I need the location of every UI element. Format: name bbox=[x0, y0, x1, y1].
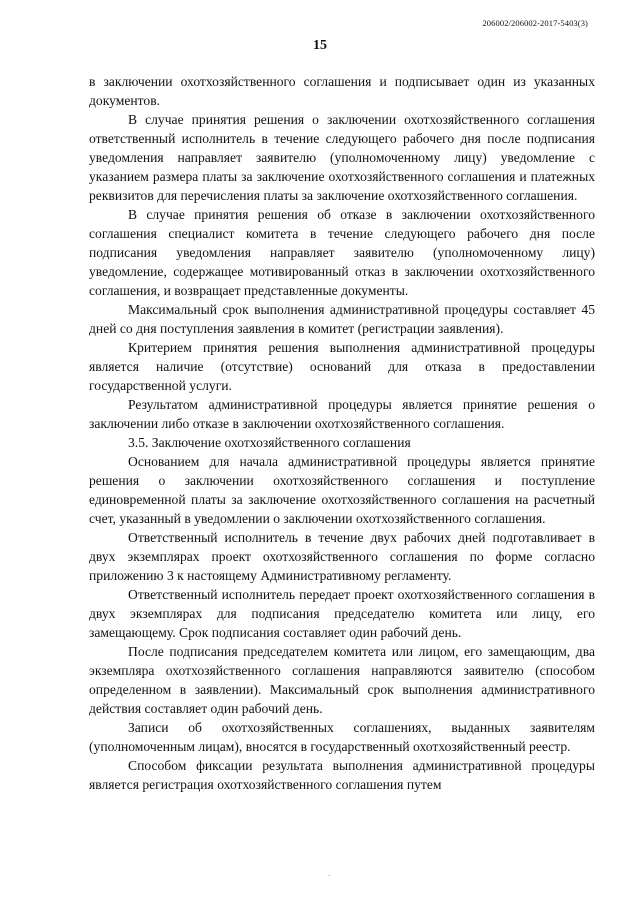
page-number: 15 bbox=[313, 38, 327, 53]
paragraph-signing: Ответственный исполнитель передает проект охотхозяйственного соглашения в двух экземплярах для подписания председателю комитета или лицу, его замещающему. Срок подписания составляет один рабочий день. bbox=[89, 587, 595, 640]
paragraph-registry: Записи об охотхозяйственных соглашениях, выданных заявителям (уполномоченным лицам), вносятся в государственный охотхозяйственный реестр. bbox=[89, 720, 595, 754]
paragraph-refusal-notice: В случае принятия решения об отказе в заключении охотхозяйственного соглашения специалист комитета в течение следующего рабочего дня после подписания уведомления направляет заявителю (уполномоченному лицу) уведомление, содержащее мотивированный отказ в заключении охотхозяйственного соглашения, и возвращает представленные документы. bbox=[89, 207, 595, 298]
section-heading-3-5: 3.5. Заключение охотхозяйственного соглашения bbox=[128, 435, 411, 450]
paragraph-delivery: После подписания председателем комитета или лицом, его замещающим, два экземпляра охотхозяйственного соглашения направляются заявителю (способом определенном в заявлении). Максимальный срок выполнения административного действия составляет один рабочий день. bbox=[89, 644, 595, 716]
document-id: 206002/206002-2017-5403(3) bbox=[482, 18, 588, 28]
paragraph-approval-notice: В случае принятия решения о заключении охотхозяйственного соглашения ответственный исполнитель в течение следующего рабочего дня после подписания уведомления направляет заявителю (уполномоченному лицу) уведомление с указанием размера платы за заключение охотхозяйственного соглашения и платежных реквизитов для перечисления платы за заключение охотхозяйственного соглашения. bbox=[89, 112, 595, 203]
paragraph-fixation: Способом фиксации результата выполнения административной процедуры является регистрация охотхозяйственного соглашения путем bbox=[89, 758, 595, 792]
document-body bbox=[89, 72, 595, 794]
paragraph-basis: Основанием для начала административной процедуры является принятие решения о заключении охотхозяйственного соглашения и поступление единовременной платы за заключение охотхозяйственного соглашения на расчетный счет, указанный в уведомлении о заключении охотхозяйственного соглашения. bbox=[89, 454, 595, 526]
paragraph-draft-preparation: Ответственный исполнитель в течение двух рабочих дней подготавливает в двух экземплярах проект охотхозяйственного соглашения по форме согласно приложению 3 к настоящему Административному регламенту. bbox=[89, 530, 595, 583]
scan-mark: . bbox=[328, 868, 331, 878]
paragraph-result: Результатом административной процедуры является принятие решения о заключении либо отказе в заключении охотхозяйственного соглашения. bbox=[89, 397, 595, 431]
paragraph-continuation: в заключении охотхозяйственного соглашения и подписывает один из указанных документов. bbox=[89, 74, 595, 108]
paragraph-max-term: Максимальный срок выполнения административной процедуры составляет 45 дней со дня поступления заявления в комитет (регистрации заявления). bbox=[89, 302, 595, 336]
paragraph-criterion: Критерием принятия решения выполнения административной процедуры является наличие (отсутствие) оснований для отказа в предоставлении государственной услуги. bbox=[89, 340, 595, 393]
